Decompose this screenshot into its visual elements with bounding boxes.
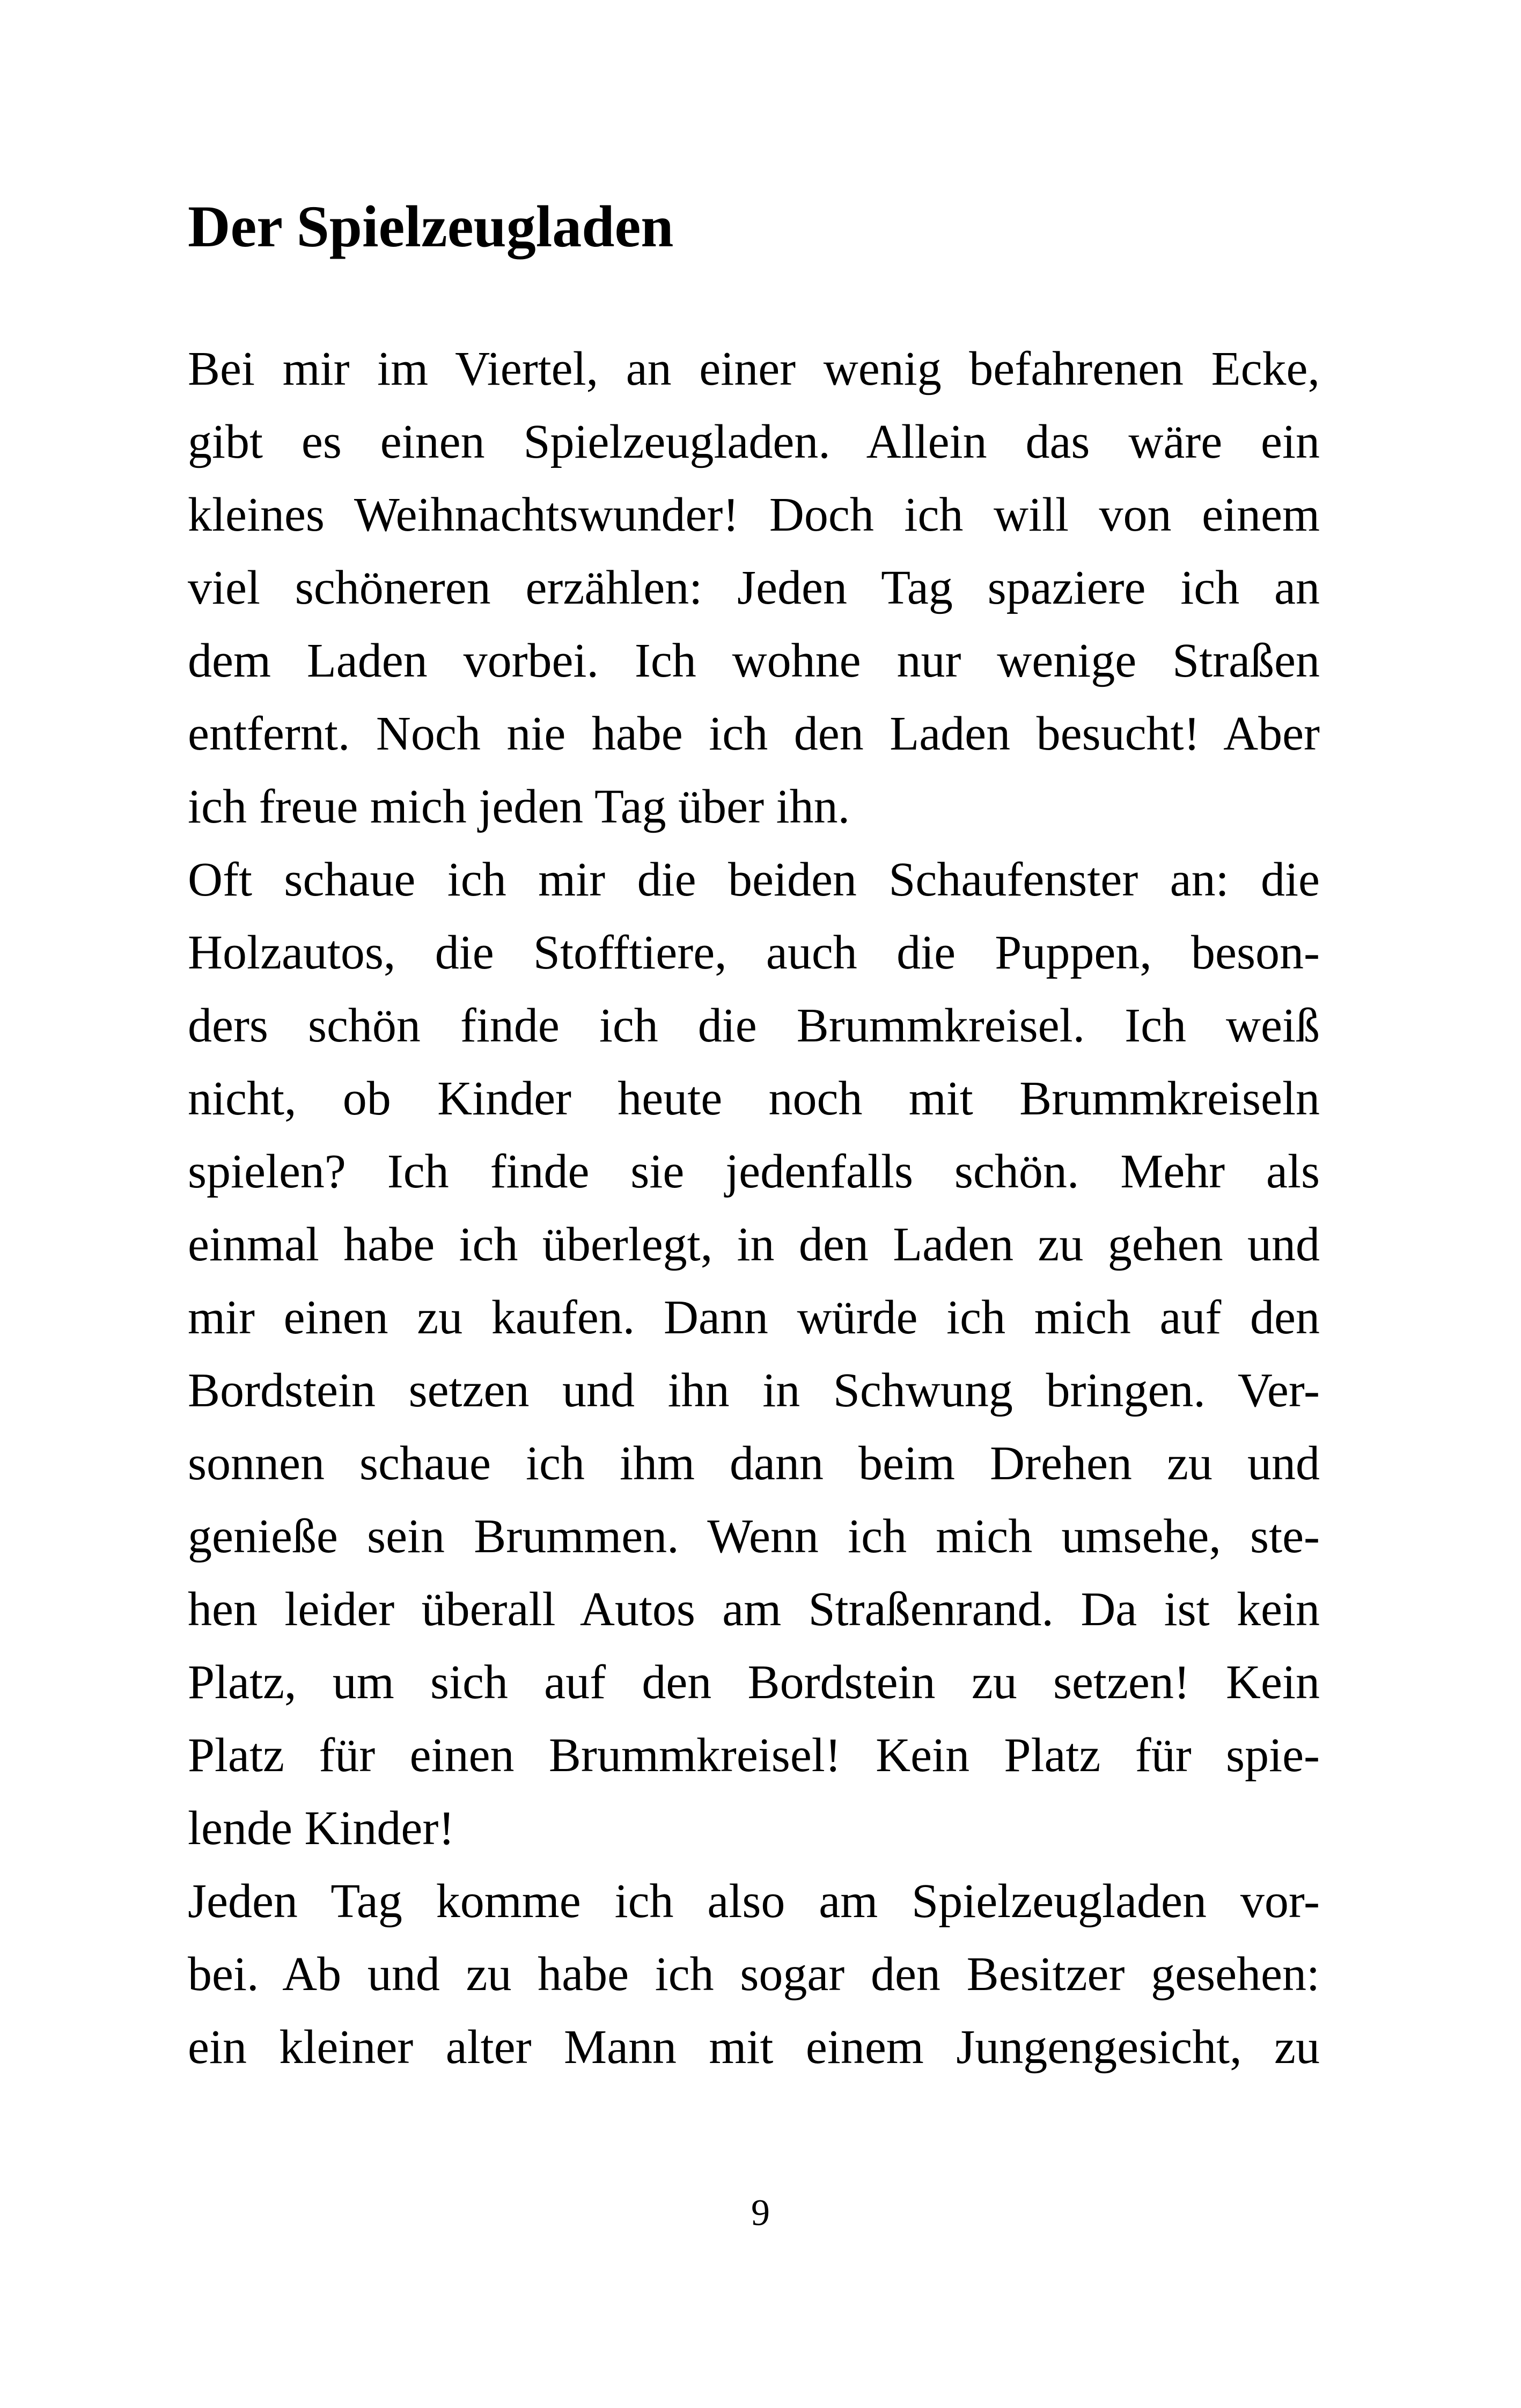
text-line: Bordstein setzen und ihn in Schwung bringen. Ver- [188,1364,1320,1417]
text-line: genieße sein Brummen. Wenn ich mich umsehe, ste- [188,1510,1320,1563]
text-line: Bei mir im Viertel, an einer wenig befahrenen Ecke, [188,342,1320,395]
text-line: viel schöneren erzählen: Jeden Tag spaziere ich an [188,561,1320,614]
text-line: Oft schaue ich mir die beiden Schaufenster an: die [188,853,1320,906]
text-line: Platz, um sich auf den Bordstein zu setzen! Kein [188,1656,1320,1709]
text-line: dem Laden vorbei. Ich wohne nur wenige Straßen [188,634,1320,687]
text-line: sonnen schaue ich ihm dann beim Drehen zu und [188,1437,1320,1490]
text-line: lende Kinder! [188,1802,455,1855]
page-number: 9 [751,2192,770,2234]
chapter-title: Der Spielzeugladen [188,194,674,259]
text-line: kleines Weihnachtswunder! Doch ich will von einem [188,488,1320,541]
text-line: nicht, ob Kinder heute noch mit Brummkreiseln [188,1072,1320,1125]
text-line: Holzautos, die Stofftiere, auch die Puppen, beson- [188,926,1320,979]
text-line: mir einen zu kaufen. Dann würde ich mich auf den [188,1291,1320,1344]
body-text [188,333,1320,2084]
text-line: ich freue mich jeden Tag über ihn. [188,780,850,833]
text-line: spielen? Ich finde sie jedenfalls schön. Mehr als [188,1145,1320,1198]
text-line: Jeden Tag komme ich also am Spielzeugladen vor- [188,1875,1320,1928]
text-line: gibt es einen Spielzeugladen. Allein das wäre ein [188,415,1320,468]
text-line: entfernt. Noch nie habe ich den Laden besucht! Aber [188,707,1320,760]
text-line: einmal habe ich überlegt, in den Laden zu gehen und [188,1218,1320,1271]
text-line: ein kleiner alter Mann mit einem Jungengesicht, zu [188,2021,1320,2074]
text-line: bei. Ab und zu habe ich sogar den Besitzer gesehen: [188,1948,1320,2001]
text-line: Platz für einen Brummkreisel! Kein Platz für spie- [188,1729,1320,1782]
text-line: ders schön finde ich die Brummkreisel. Ich weiß [188,999,1320,1052]
text-line: hen leider überall Autos am Straßenrand. Da ist kein [188,1583,1320,1636]
